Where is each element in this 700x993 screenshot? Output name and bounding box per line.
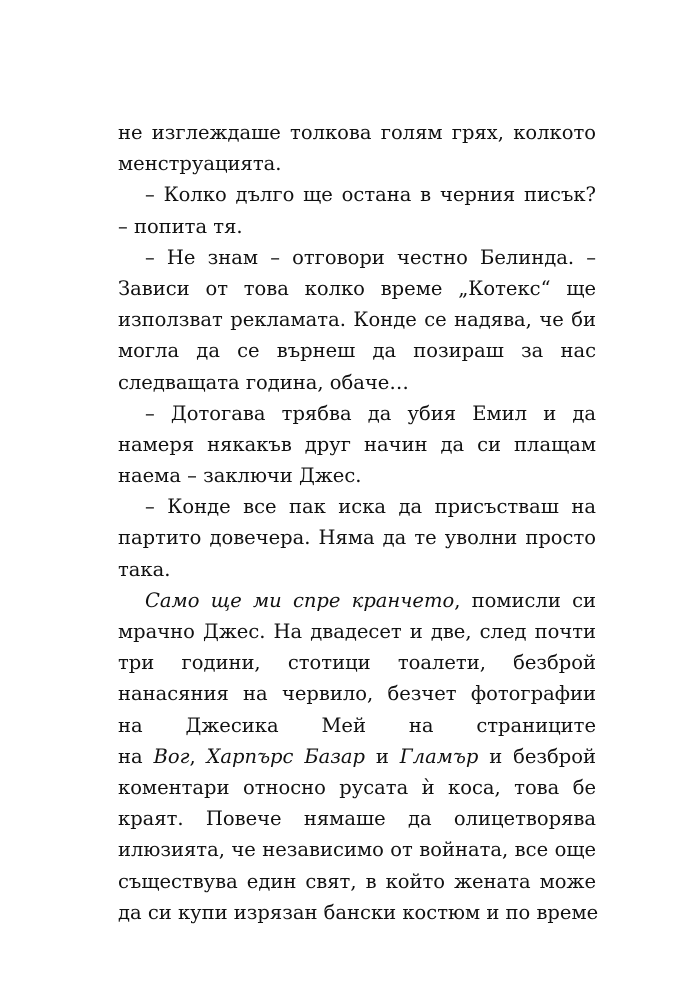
- text-line: наема – заключи Джес.: [118, 464, 362, 488]
- text-line: използват рекламата. Конде се надява, че би: [118, 308, 596, 332]
- text-line: партито довечера. Няма да те уволни просто: [118, 526, 596, 550]
- magazine-title: Харпърс Базар: [206, 744, 366, 768]
- text-line: не изглеждаше толкова голям грях, колкото: [118, 121, 596, 144]
- body-text: [118, 117, 599, 928]
- text-line-magazines: [118, 741, 596, 772]
- text-fragment: и безброй: [478, 744, 596, 768]
- text-line: менструацията.: [118, 152, 282, 176]
- text-line: – Конде все пак иска да присъстваш на: [145, 495, 596, 519]
- text-line: на Джесика Мей на страниците: [118, 713, 596, 737]
- text-line: съществува един свят, в който жената може: [118, 869, 596, 893]
- magazine-title: Гламър: [399, 744, 479, 768]
- text-line: намеря някакъв друг начин да си плащам: [118, 432, 596, 456]
- text-line: – Дотогава трябва да убия Емил и да: [145, 401, 596, 425]
- text-fragment: на: [118, 744, 154, 768]
- text-line: – Не знам – отговори честно Белинда. –: [145, 245, 596, 269]
- text-line: така.: [118, 557, 171, 581]
- text-line: коментари относно русата ѝ коса, това бе: [118, 775, 596, 799]
- text-line: – Колко дълго ще остана в черния писък?: [145, 183, 596, 207]
- italic-thought: Само ще ми спре кранчето: [145, 588, 455, 612]
- text-fragment: ,: [189, 744, 207, 768]
- text-fragment: , помисли си: [454, 588, 596, 612]
- text-line: мрачно Джес. На двадесет и две, след почти: [118, 620, 596, 643]
- text-line-italic-thought: [118, 585, 596, 616]
- text-line: да си купи изрязан бански костюм и по време: [118, 900, 599, 924]
- text-line: нанасяния на червило, безчет фотографии: [118, 682, 596, 706]
- text-line: могла да се върнеш да позираш за нас: [118, 339, 596, 363]
- text-line: следващата година, обаче…: [118, 370, 409, 394]
- text-line: Зависи от това колко време „Котекс“ ще: [118, 276, 596, 300]
- text-line: три години, стотици тоалети, безброй: [118, 651, 596, 675]
- text-line: – попита тя.: [118, 214, 243, 238]
- text-line: краят. Повече нямаше да олицетворява: [118, 807, 596, 831]
- magazine-title: Вог: [153, 744, 190, 768]
- text-fragment: и: [365, 744, 400, 768]
- text-line: илюзията, че независимо от войната, все още: [118, 838, 596, 862]
